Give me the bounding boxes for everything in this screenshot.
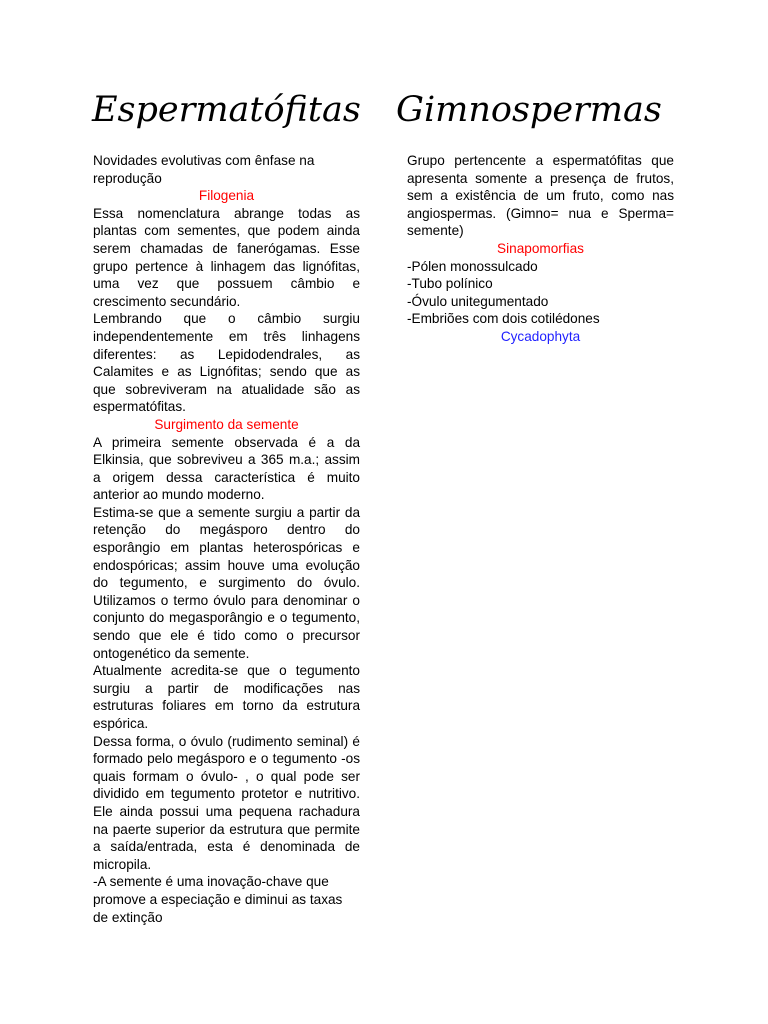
left-column bbox=[93, 152, 360, 926]
surgimento-paragraph-5: -A semente é uma inovação-chave que promove a especiação e diminui as taxas de extinção bbox=[93, 874, 343, 925]
heading-surgimento-da-semente: Surgimento da semente bbox=[154, 416, 299, 432]
heading-filogenia: Filogenia bbox=[198, 188, 255, 204]
surgimento-paragraph-2: Estima-se que a semente surgiu a partir da retenção do megásporo dentro do esporângio em plantas heterospóricas e endospóricas; assim houve uma evolução do tegumento, e surgimento do óvulo. Utilizamos o termo óvulo para denominar o conjunto do megasporângio e o tegumento, sendo que ele é tido como o precursor ontogenético da semente. bbox=[93, 504, 360, 661]
left-intro: Novidades evolutivas com ênfase na reprodução bbox=[93, 153, 315, 186]
sinapomorfia-item: -Óvulo unitegumentado bbox=[407, 293, 549, 309]
surgimento-paragraph-4: Dessa forma, o óvulo (rudimento seminal) é formado pelo megásporo e o tegumento -os quais formam o óvulo- , o qual pode ser dividido em tegumento protetor e nutritivo. Ele ainda possui uma pequena rachadura na paerte superior da estrutura que permite a saída/entrada, esta é denominada de micropila. bbox=[93, 733, 360, 872]
title-gimnospermas: Gimnospermas bbox=[396, 90, 662, 130]
surgimento-paragraph-3: Atualmente acredita-se que o tegumento surgiu a partir de modificações nas estruturas foliares em torno da estrutura espórica. bbox=[93, 663, 360, 731]
sinapomorfia-item: -Tubo polínico bbox=[407, 276, 493, 292]
sinapomorfia-item: -Embriões com dois cotilédones bbox=[407, 311, 600, 327]
heading-cycadophyta: Cycadophyta bbox=[500, 328, 581, 344]
right-intro: Grupo pertencente a espermatófitas que apresenta somente a presença de frutos, sem a existência de um fruto, como nas angiospermas. (Gimno= nua e Sperma= semente) bbox=[407, 153, 674, 239]
surgimento-paragraph-1: A primeira semente observada é a da Elkinsia, que sobreviveu a 365 m.a.; assim a origem dessa característica é muito anterior ao mundo moderno. bbox=[93, 434, 360, 503]
right-column bbox=[407, 152, 674, 346]
title-espermatofitas: Espermatófitas bbox=[92, 90, 361, 130]
filogenia-paragraph-1: Essa nomenclatura abrange todas as plantas com sementes, que podem ainda serem chamadas de fanerógamas. Esse grupo pertence à linhagem das lignófitas, uma vez que possuem câmbio e crescimento secundário. bbox=[93, 205, 360, 309]
sinapomorfia-item: -Pólen monossulcado bbox=[407, 258, 538, 274]
heading-sinapomorfias: Sinapomorfias bbox=[497, 240, 584, 256]
filogenia-paragraph-2: Lembrando que o câmbio surgiu independentemente em três linhagens diferentes: as Lepidodendrales, as Calamites e as Lignófitas; sendo que as que sobreviveram na atualidade são as espermatófitas. bbox=[93, 311, 360, 415]
